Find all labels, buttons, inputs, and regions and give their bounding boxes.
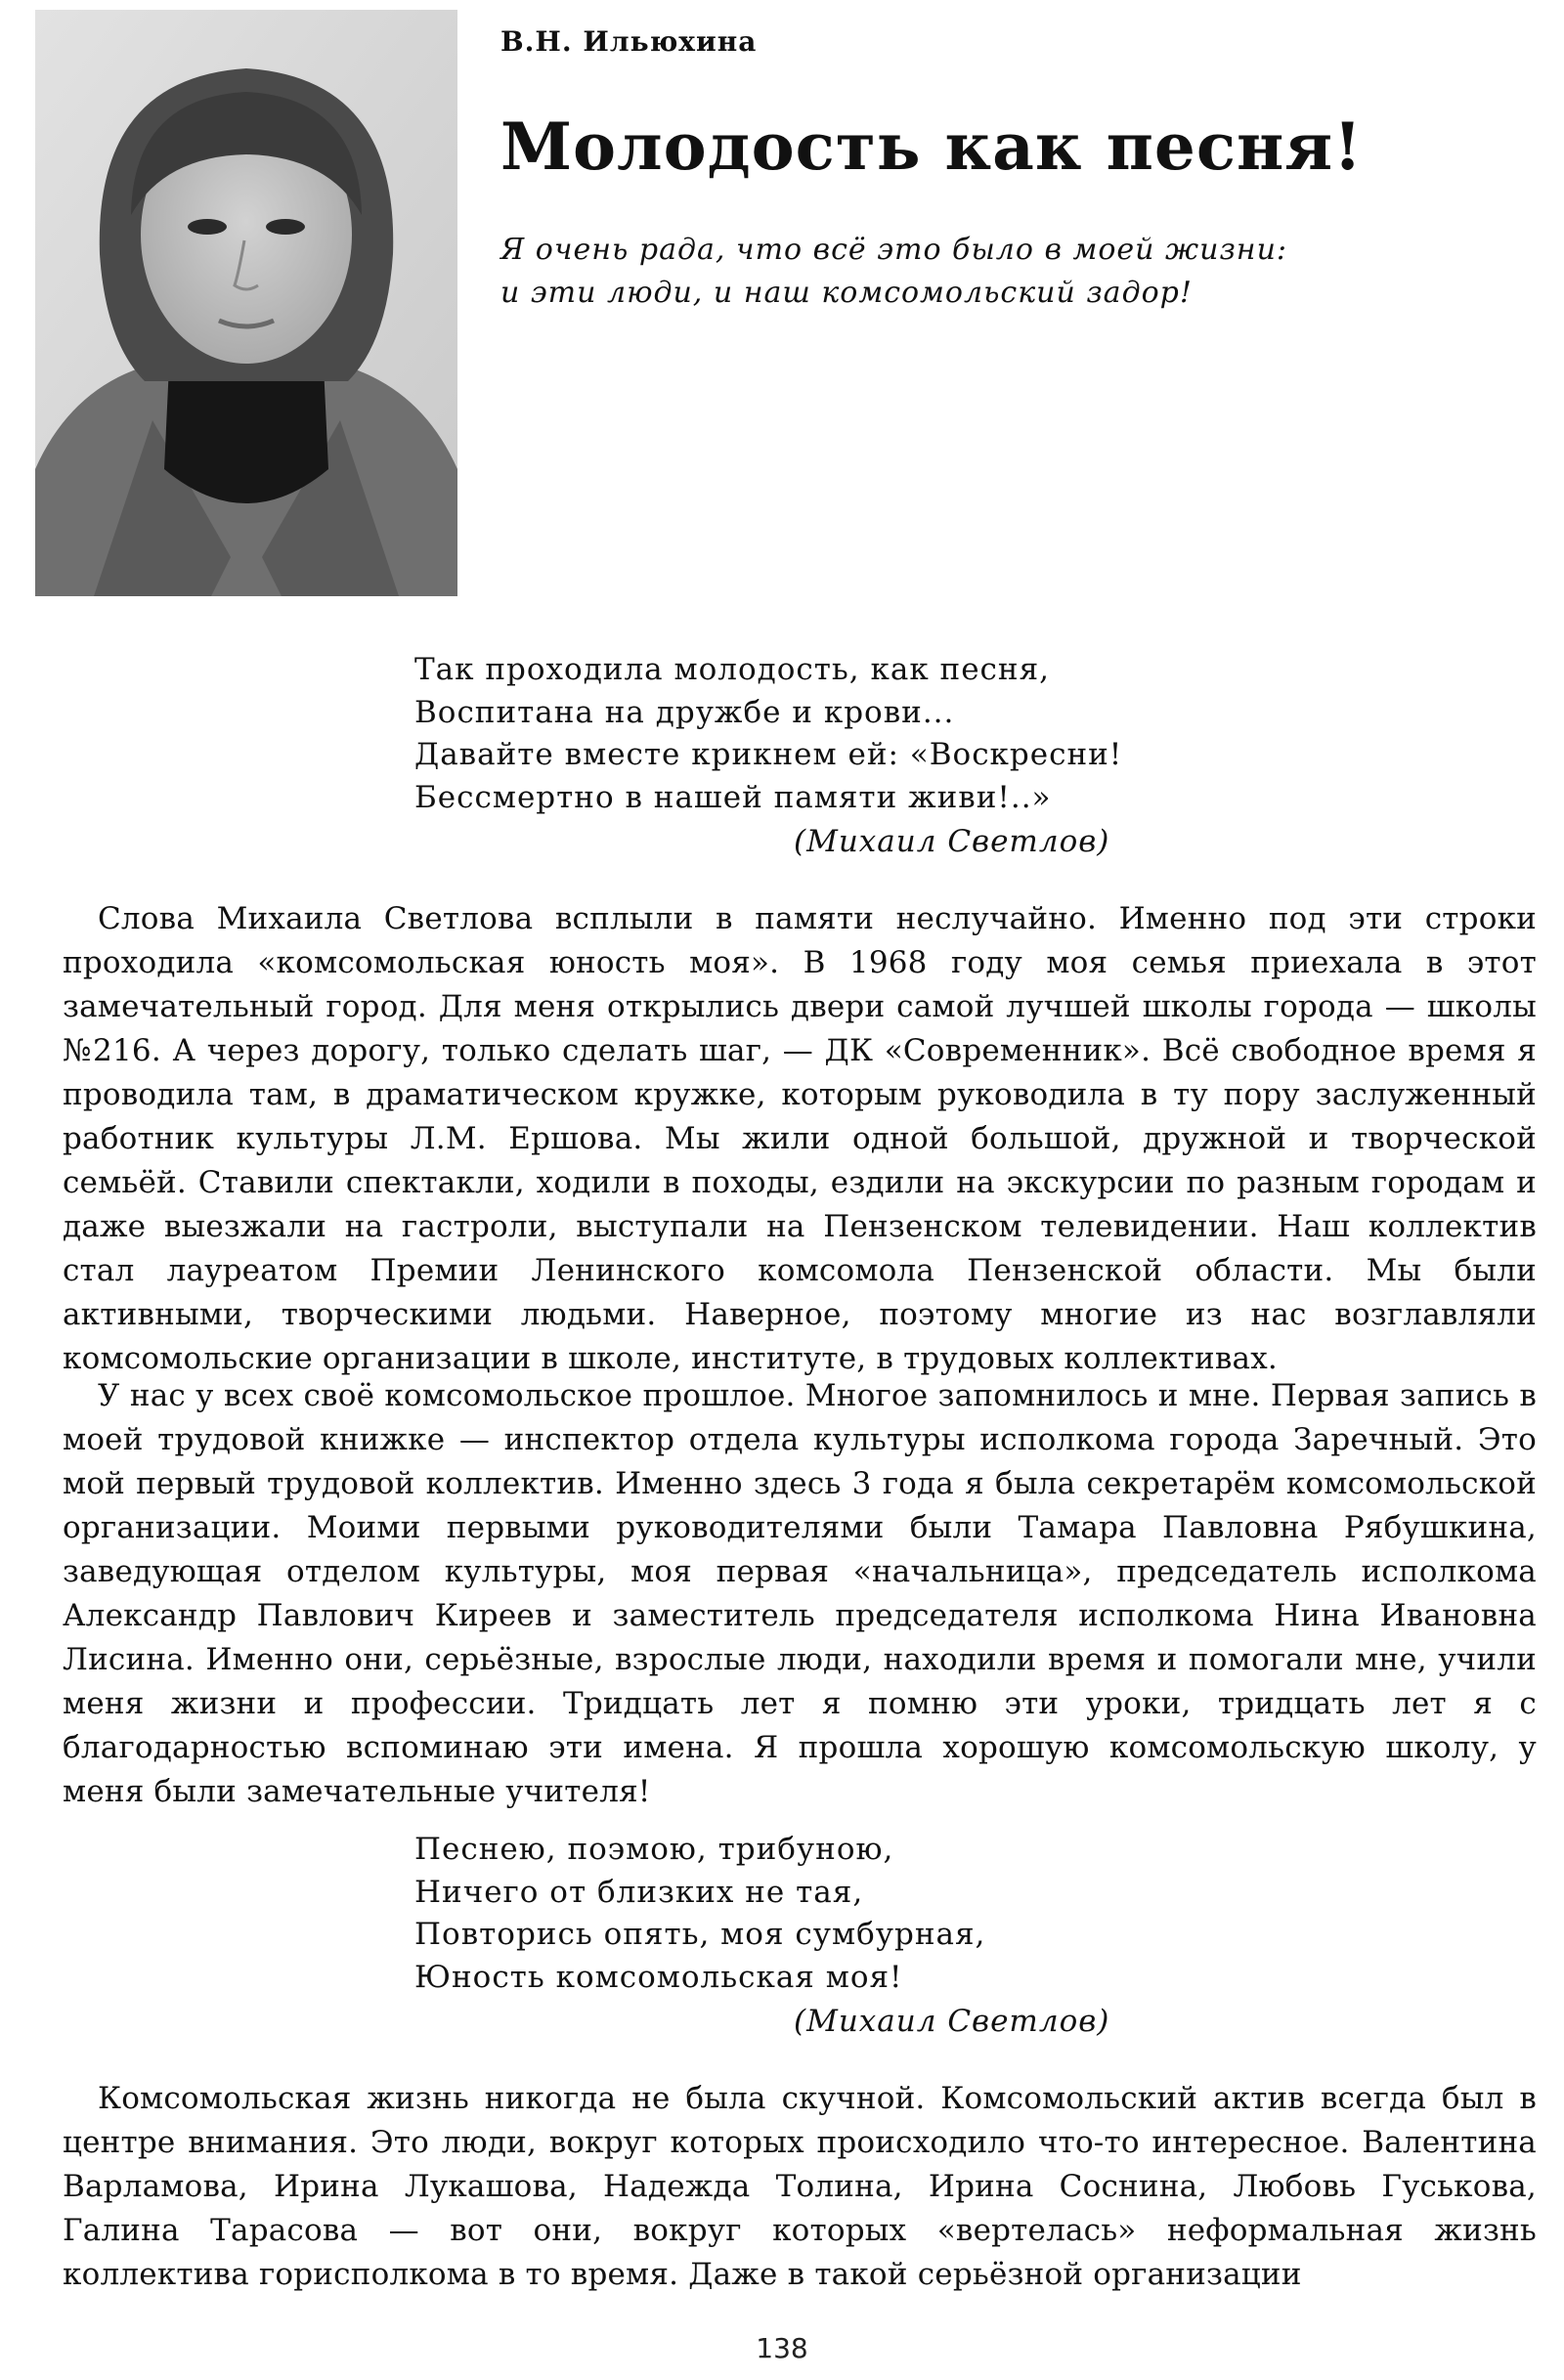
poem-attribution-row	[414, 819, 1216, 864]
epigraph-line: и эти люди, и наш комсомольский задор!	[500, 276, 1193, 310]
article-title: Молодость как песня!	[500, 108, 1364, 185]
poem-quote-2	[414, 1829, 1216, 2044]
body-paragraph: Комсомольская жизнь никогда не была скучной. Комсомольский актив всегда был в центре внимания. Это люди, вокруг которых происходило что-то интересное. Валентина Варламова, Ирина Лукашова, Надежда Толина, Ирина Соснина, Любовь Гуськова, Галина Тарасова — вот они, вокруг которых «вертелась» неформальная жизнь коллектива горисполкома в то время. Даже в такой серьёзной организации	[63, 2081, 1537, 2292]
poem-line: Повторись опять, моя сумбурная,	[414, 1917, 986, 1952]
poem-line: Давайте вместе крикнем ей: «Воскресни!	[414, 737, 1123, 772]
author-portrait-photo	[35, 10, 457, 596]
poem-line: Ничего от близких не тая,	[414, 1874, 864, 1910]
poem-line: Бессмертно в нашей памяти живи!..»	[414, 779, 1052, 815]
poem-attribution-row	[414, 1999, 1216, 2044]
body-paragraph: Слова Михаила Светлова всплыли в памяти неслучайно. Именно под эти строки проходила «комсомольская юность моя». В 1968 году моя семья приехала в этот замечательный город. Для меня открылись двери самой лучшей школы города — школы №216. А через дорогу, только сделать шаг, — ДК «Современник». Всё свободное время я проводила там, в драматическом кружке, которым руководила в ту пору заслуженный работник культуры Л.М. Ершова. Мы жили одной большой, дружной и творческой семьёй. Ставили спектакли, ходили в походы, ездили на экскурсии по разным городам и даже выезжали на гастроли, выступали на Пензенском телевидении. Наш коллектив стал лауреатом Премии Ленинского комсомола Пензенской области. Мы были активными, творческими людьми. Наверное, поэтому многие из нас возглавляли комсомольские организации в школе, институте, в трудовых коллективах.	[63, 901, 1537, 1376]
poem-line: Так проходила молодость, как песня,	[414, 652, 1050, 687]
epigraph-line: Я очень рада, что всё это было в моей жизни:	[500, 233, 1288, 267]
poem-line: Песнею, поэмою, трибуною,	[414, 1832, 894, 1867]
page-number: 138	[756, 2332, 808, 2364]
poem-attribution: (Михаил Светлов)	[794, 824, 1110, 859]
poem-quote-1	[414, 649, 1216, 864]
poem-line: Юность комсомольская моя!	[414, 1959, 903, 1995]
poem-line: Воспитана на дружбе и крови...	[414, 694, 955, 730]
body-paragraph: У нас у всех своё комсомольское прошлое. Многое запомнилось и мне. Первая запись в моей трудовой книжке — инспектор отдела культуры исполкома города Заречный. Это мой первый трудовой коллектив. Именно здесь 3 года я была секретарём комсомольской организации. Моими первыми руководителями были Тамара Павловна Рябушкина, заведующая отделом культуры, моя первая «начальница», председатель исполкома Александр Павлович Киреев и заместитель председателя исполкома Нина Ивановна Лисина. Именно они, серьёзные, взрослые люди, находили время и помогали мне, учили меня жизни и профессии. Тридцать лет я помню эти уроки, тридцать лет я с благодарностью вспоминаю эти имена. Я прошла хорошую комсомольскую школу, у меня были замечательные учителя!	[63, 1378, 1537, 1809]
epigraph	[500, 229, 1287, 315]
author-name: В.Н. Ильюхина	[500, 25, 758, 58]
poem-attribution: (Михаил Светлов)	[794, 2004, 1110, 2039]
